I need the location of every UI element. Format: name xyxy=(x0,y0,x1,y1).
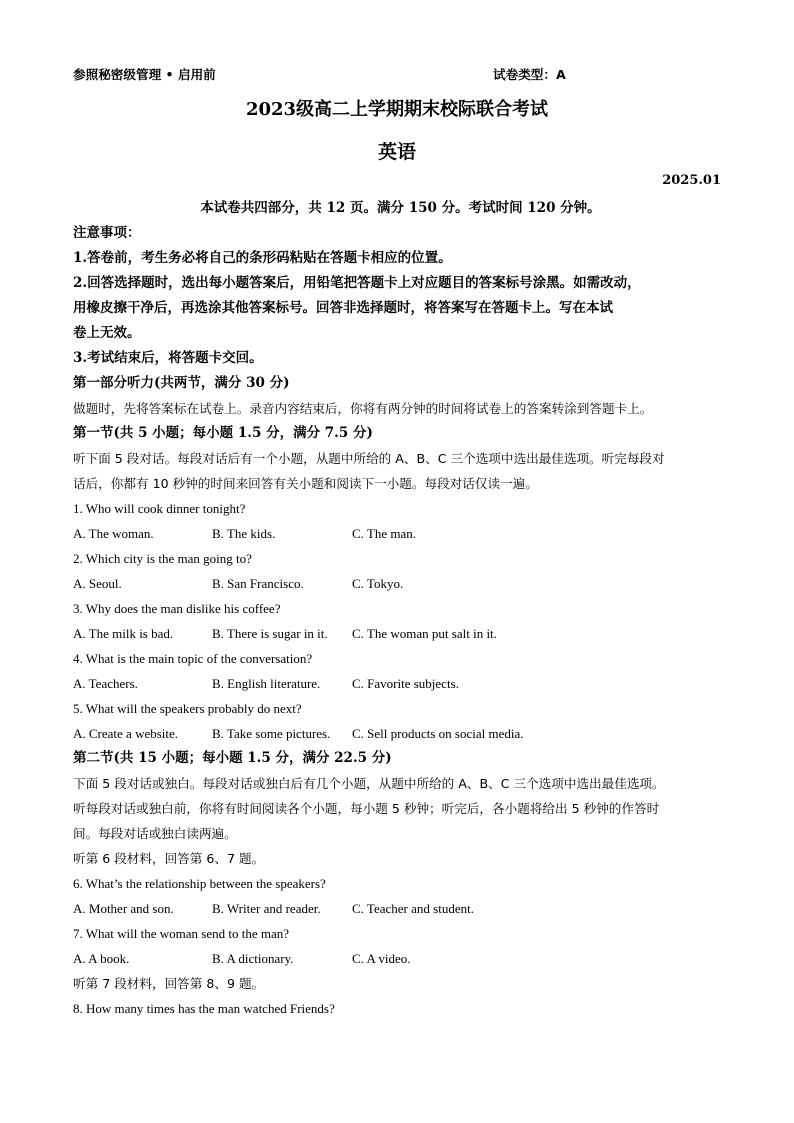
section2-instruction: 间。每段对话或独白读两遍。 xyxy=(73,826,237,841)
exam-date: 2025.01 xyxy=(662,173,721,188)
option-b: B. San Francisco. xyxy=(212,576,304,591)
option-c: C. Sell products on social media. xyxy=(352,726,524,741)
exam-title: 2023级高二上学期期末校际联合考试 xyxy=(245,99,549,120)
option-a: A. Seoul. xyxy=(73,576,122,591)
note-item: 用橡皮擦干净后，再选涂其他答案标号。回答非选择题时，将答案写在答题卡上。写在本试 xyxy=(73,300,613,316)
note-item: 2.回答选择题时，选出每小题答案后，用铅笔把答题卡上对应题目的答案标号涂黑。如需改动， xyxy=(73,275,641,291)
notes-heading: 注意事项： xyxy=(73,225,141,241)
part1-instruction: 做题时，先将答案标在试卷上。录音内容结束后，你将有两分钟的时间将试卷上的答案转涂到答题卡上。 xyxy=(73,401,653,416)
option-c: C. Tokyo. xyxy=(352,576,404,591)
exam-subject: 英语 xyxy=(377,141,416,163)
question-text: 3. Why does the man dislike his coffee? xyxy=(73,601,281,616)
material-note: 听第 7 段材料，回答第 8、9 题。 xyxy=(73,976,265,991)
option-a: A. Teachers. xyxy=(73,676,138,691)
question-text: 7. What will the woman send to the man? xyxy=(73,926,290,941)
exam-content xyxy=(73,196,728,1021)
question-text: 4. What is the main topic of the conversation? xyxy=(73,651,313,666)
answer-options xyxy=(73,621,728,646)
note-item: 1.答卷前，考生务必将自己的条形码粘贴在答题卡相应的位置。 xyxy=(73,250,452,266)
option-a: A. A book. xyxy=(73,951,130,966)
section1-instruction: 听下面 5 段对话。每段对话后有一个小题，从题中所给的 A、B、C 三个选项中选出最佳选项。听完每段对 xyxy=(73,451,665,466)
section2-instruction: 听每段对话或独白前，你将有时间阅读各个小题，每小题 5 秒钟；听完后，各小题将给出 5 秒钟的作答时 xyxy=(73,801,660,816)
option-a: A. Create a website. xyxy=(73,726,179,741)
option-b: B. Take some pictures. xyxy=(212,726,331,741)
answer-options xyxy=(73,721,728,746)
note-item: 卷上无效。 xyxy=(73,325,141,341)
section1-heading: 第一节(共 5 小题；每小题 1.5 分，满分 7.5 分) xyxy=(73,425,373,441)
option-a: A. The milk is bad. xyxy=(73,626,174,641)
option-b: B. Writer and reader. xyxy=(212,901,321,916)
answer-options xyxy=(73,521,728,546)
confidentiality-label: 参照秘密级管理 • 启用前 xyxy=(73,67,216,82)
option-a: A. Mother and son. xyxy=(73,901,174,916)
question-text: 1. Who will cook dinner tonight? xyxy=(73,501,246,516)
option-b: B. A dictionary. xyxy=(212,951,294,966)
question-text: 8. How many times has the man watched Friends? xyxy=(73,1001,335,1016)
note-item: 3.考试结束后，将答题卡交回。 xyxy=(73,350,263,366)
paper-type-label: 试卷类型：A xyxy=(493,67,566,82)
option-c: C. Favorite subjects. xyxy=(352,676,459,691)
answer-options xyxy=(73,946,728,971)
option-c: C. The woman put salt in it. xyxy=(352,626,497,641)
option-a: A. The woman. xyxy=(73,526,154,541)
material-note: 听第 6 段材料，回答第 6、7 题。 xyxy=(73,851,265,866)
section1-instruction: 话后，你都有 10 秒钟的时间来回答有关小题和阅读下一小题。每段对话仅读一遍。 xyxy=(73,476,538,491)
section2-heading: 第二节(共 15 小题；每小题 1.5 分，满分 22.5 分) xyxy=(73,750,392,766)
header-row xyxy=(73,64,721,84)
question-text: 6. What’s the relationship between the speakers? xyxy=(73,876,326,891)
answer-options xyxy=(73,896,728,921)
option-c: C. The man. xyxy=(352,526,417,541)
option-b: B. There is sugar in it. xyxy=(212,626,328,641)
question-text: 2. Which city is the man going to? xyxy=(73,551,252,566)
exam-intro: 本试卷共四部分，共 12 页。满分 150 分。考试时间 120 分钟。 xyxy=(200,200,601,216)
answer-options xyxy=(73,671,728,696)
option-c: C. Teacher and student. xyxy=(352,901,474,916)
section2-instruction: 下面 5 段对话或独白。每段对话或独白后有几个小题，从题中所给的 A、B、C 三个选项中选出最佳选项。 xyxy=(73,776,665,791)
option-b: B. The kids. xyxy=(212,526,276,541)
answer-options xyxy=(73,571,728,596)
part1-heading: 第一部分听力(共两节，满分 30 分) xyxy=(73,375,290,391)
question-text: 5. What will the speakers probably do next? xyxy=(73,701,302,716)
option-b: B. English literature. xyxy=(212,676,321,691)
option-c: C. A video. xyxy=(352,951,411,966)
